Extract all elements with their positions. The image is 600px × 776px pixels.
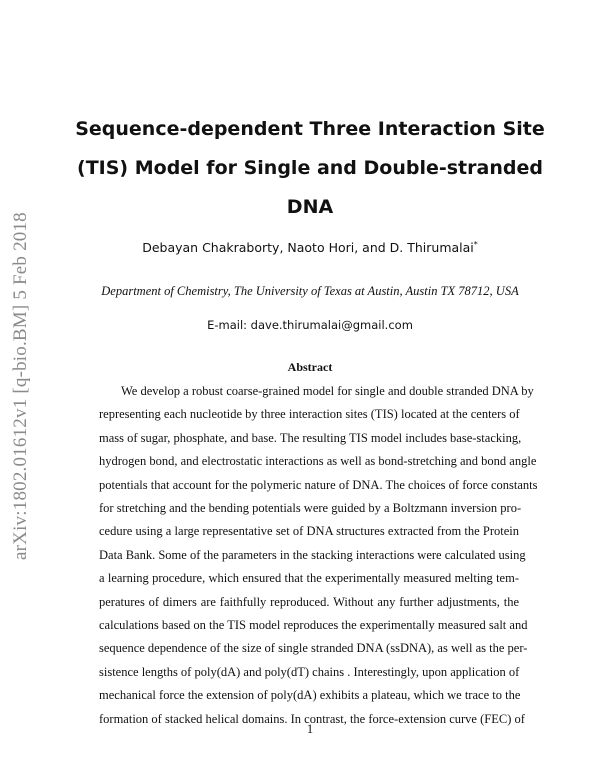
abstract-heading: Abstract (287, 360, 333, 374)
abstract-line: for stretching and the bending potentials were guided by a Boltzmann inversion pro- (99, 501, 522, 516)
abstract-line: hydrogen bond, and electrostatic interactions as well as bond-stretching and bond angle (99, 454, 537, 469)
abstract-line: sequence dependence of the size of single stranded DNA (ssDNA), as well as the per- (99, 641, 528, 656)
abstract-line: sistence lengths of poly(dA) and poly(dT) chains . Interestingly, upon application of (99, 664, 520, 679)
author-names: Debayan Chakraborty, Naoto Hori, and D. Thirumalai (142, 240, 474, 256)
abstract-line: mass of sugar, phosphate, and base. The resulting TIS model includes base-stacking, (99, 430, 522, 445)
abstract-line: Data Bank. Some of the parameters in the stacking interactions were calculated using (99, 547, 526, 562)
abstract-line: representing each nucleotide by three interaction sites (TIS) located at the centers of (99, 407, 520, 422)
title-line-1: Sequence-dependent Three Interaction Site (75, 118, 545, 140)
title-line-2: (TIS) Model for Single and Double-stranded (77, 157, 543, 179)
abstract-body (99, 380, 538, 731)
abstract-line: peratures of dimers are faithfully reproduced. Without any further adjustments, the (99, 594, 519, 609)
affiliation: Department of Chemistry, The University of Texas at Austin, Austin TX 78712, USA (101, 284, 519, 298)
corresponding-author-mark: * (473, 240, 478, 249)
abstract-line: mechanical force the extension of poly(dA) exhibits a plateau, which we trace to the (99, 688, 521, 703)
abstract-line: calculations based on the TIS model reproduces the experimentally measured salt and (99, 618, 528, 633)
abstract-line: formation of stacked helical domains. In contrast, the force-extension curve (FEC) of (99, 711, 525, 726)
page-number: 1 (306, 722, 314, 736)
paper-title (60, 110, 560, 227)
abstract-line: potentials that account for the polymeric nature of DNA. The choices of force constants (99, 477, 538, 492)
abstract-line: cedure using a large representative set of DNA structures extracted from the Protein (99, 524, 519, 539)
title-line-3: DNA (286, 196, 334, 218)
abstract-line: a learning procedure, which ensured that the experimentally measured melting tem- (99, 571, 519, 586)
contact-email: E-mail: dave.thirumalai@gmail.com (207, 318, 413, 332)
abstract-line: We develop a robust coarse-grained model for single and double stranded DNA by (121, 384, 534, 398)
author-list (60, 240, 560, 255)
arxiv-identifier-stamp: arXiv:1802.01612v1 [q-bio.BM] 5 Feb 2018 (10, 212, 31, 560)
